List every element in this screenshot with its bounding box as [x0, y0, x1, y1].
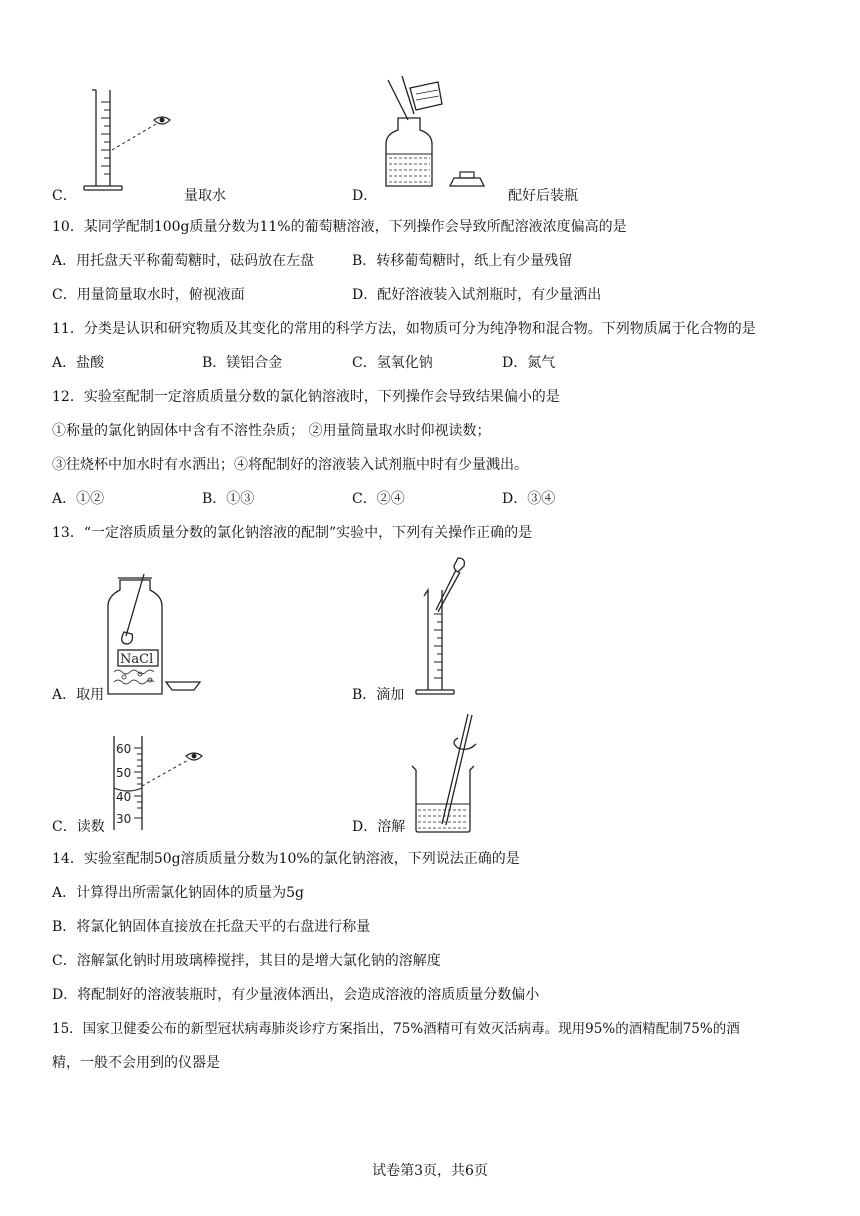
- q14-stem: 14．实验室配制50g溶质质量分数为10%的氯化钠溶液，下列说法正确的是: [52, 851, 520, 867]
- q11-stem: 11．分类是认识和研究物质及其变化的常用的科学方法，如物质可分为纯净物和混合物。下列物质属于化合物的是: [52, 321, 756, 337]
- q13-option-a: A．取用: [52, 687, 105, 703]
- figure-dissolving-in-beaker: [404, 712, 494, 836]
- q14-option-a: A．计算得出所需氯化钠固体的质量为5g: [52, 885, 304, 901]
- figure-graduated-cylinder-reading: [82, 86, 182, 194]
- q12-option-a: A．①②: [52, 491, 105, 507]
- q11-option-d: D．氮气: [502, 355, 556, 371]
- q9-option-c-caption: 量取水: [184, 188, 226, 204]
- q14-option-b: B．将氯化钠固体直接放在托盘天平的右盘进行称量: [52, 919, 371, 935]
- tick-label-50: 50: [116, 766, 132, 780]
- figure-cylinder-reading-scale: [108, 734, 208, 832]
- q13-option-b: B．滴加: [352, 687, 405, 703]
- tick-label-60: 60: [116, 742, 132, 756]
- bottle-label-nacl: NaCl: [120, 652, 154, 667]
- q15-stem-line-1: 15．国家卫健委公布的新型冠状病毒肺炎诊疗方案指出，75%酒精可有效灭活病毒。现用95%的酒精配制75%的酒: [52, 1021, 740, 1037]
- q13-option-c: C．读数: [52, 819, 105, 835]
- q12-option-c: C．②④: [352, 491, 405, 507]
- figure-dropping-into-cylinder: [414, 556, 474, 698]
- figure-pouring-into-reagent-bottle: [380, 74, 500, 196]
- q14-option-c: C．溶解氯化钠时用玻璃棒搅拌，其目的是增大氯化钠的溶解度: [52, 953, 441, 969]
- q10-option-c: C．用量筒量取水时，俯视液面: [52, 287, 245, 303]
- q12-option-b: B．①③: [202, 491, 255, 507]
- q10-stem: 10．某同学配制100g质量分数为11%的葡萄糖溶液，下列操作会导致所配溶液浓度偏高的是: [52, 219, 627, 235]
- q9-option-d-letter: D．: [352, 188, 378, 204]
- q12-line-1: ①称量的氯化钠固体中含有不溶性杂质； ②用量筒量取水时仰视读数；: [52, 423, 491, 439]
- figure-taking-nacl-from-bottle: [104, 570, 204, 698]
- q12-stem: 12．实验室配制一定溶质质量分数的氯化钠溶液时，下列操作会导致结果偏小的是: [52, 389, 560, 405]
- q13-option-d: D．溶解: [352, 819, 406, 835]
- q11-option-a: A．盐酸: [52, 355, 105, 371]
- q15-stem-line-2: 精，一般不会用到的仪器是: [52, 1055, 220, 1071]
- q10-option-b: B．转移葡萄糖时，纸上有少量残留: [352, 253, 573, 269]
- q13-stem: 13．“一定溶质质量分数的氯化钠溶液的配制”实验中，下列有关操作正确的是: [52, 525, 533, 541]
- tick-label-40: 40: [116, 790, 132, 804]
- q9-option-d-caption: 配好后装瓶: [508, 188, 578, 204]
- q9-option-c-letter: C．: [52, 188, 77, 204]
- q11-option-c: C．氢氧化钠: [352, 355, 433, 371]
- q12-line-2: ③往烧杯中加水时有水洒出；④将配制好的溶液装入试剂瓶中时有少量溅出。: [52, 457, 528, 473]
- q11-option-b: B．镁铝合金: [202, 355, 283, 371]
- q10-option-a: A．用托盘天平称葡萄糖时，砝码放在左盘: [52, 253, 315, 269]
- page-footer: 试卷第3页，共6页: [372, 1163, 488, 1179]
- q10-option-d: D．配好溶液装入试剂瓶时，有少量洒出: [352, 287, 602, 303]
- q14-option-d: D．将配制好的溶液装瓶时，有少量液体洒出，会造成溶液的溶质质量分数偏小: [52, 987, 540, 1003]
- q12-option-d: D．③④: [502, 491, 556, 507]
- tick-label-30: 30: [116, 812, 132, 826]
